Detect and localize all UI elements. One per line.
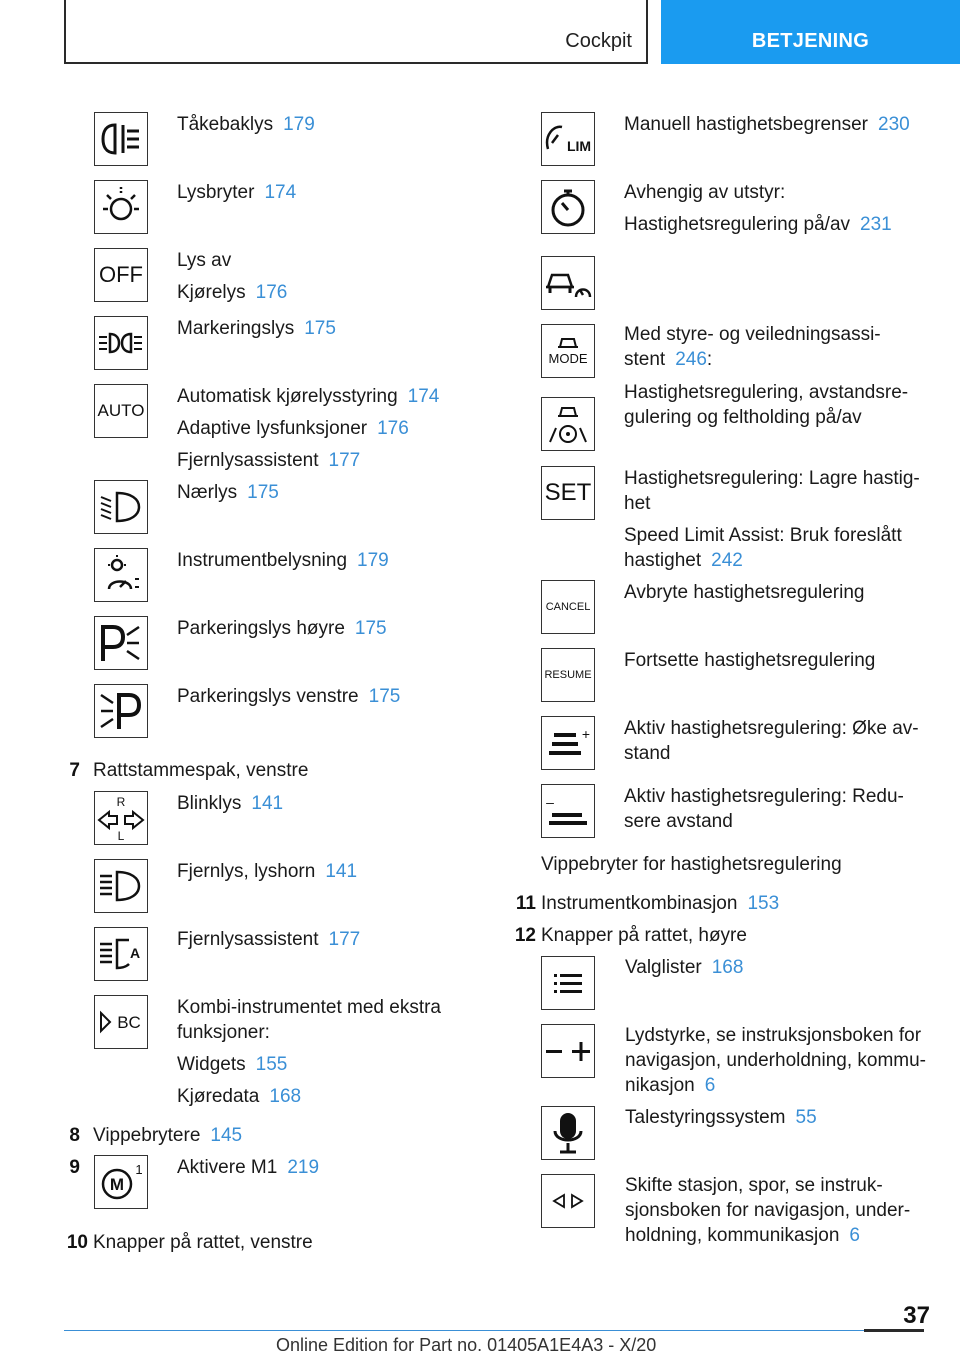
svg-text:+: + [581, 726, 591, 742]
instrument-lighting-icon [94, 548, 148, 602]
volume-icon [541, 1024, 595, 1078]
entry-speed-limiter: Manuell hastighetsbegrenser 230 [624, 114, 910, 135]
svg-text:MODE: MODE [548, 351, 588, 366]
entry-cruise-rocker: Vippebryter for hastighetsregulering [541, 854, 842, 875]
increase-distance-icon [541, 716, 595, 770]
entry-auto-lights: Automatisk kjørelysstyring 174 [177, 386, 440, 407]
entry-voice-control: Talestyringssystem 55 [625, 1107, 817, 1128]
entry-rear-fog: Tåkebaklys 179 [177, 114, 315, 135]
entry-high-beam: Fjernlys, lyshorn 141 [177, 861, 358, 882]
entry-parking-left: Parkeringslys venstre 175 [177, 686, 401, 707]
entry-decrease-distance: Aktiv hastighetsregulering: Redu- [624, 786, 904, 807]
entry-daytime-lights: Kjørelys 176 [177, 282, 288, 303]
page-ref-link[interactable]: 176 [255, 282, 288, 303]
item-number: 12 [514, 925, 536, 946]
page-ref-link[interactable]: 177 [328, 450, 361, 471]
item-number: 7 [69, 760, 80, 781]
svg-text:–: – [546, 794, 554, 810]
header-chapter-tab[interactable] [661, 0, 960, 64]
page-ref-link[interactable]: 219 [287, 1157, 320, 1178]
page-ref-link[interactable]: 174 [264, 182, 297, 203]
entry-increase-distance: Aktiv hastighetsregulering: Øke av- [624, 718, 919, 739]
svg-text:1: 1 [135, 1162, 143, 1177]
entry-decrease-distance-cont: sere avstand [624, 811, 733, 832]
cancel-button-icon: CANCEL [541, 580, 595, 634]
entry-increase-distance-cont: stand [624, 743, 671, 764]
header-section: Cockpit [565, 30, 632, 52]
decrease-distance-icon [541, 784, 595, 838]
page-ref-link[interactable]: 231 [860, 214, 892, 235]
high-beam-assist-icon [94, 927, 148, 981]
svg-text:A: A [129, 945, 141, 961]
cruise-control-icon [541, 180, 595, 234]
mode-button-icon [541, 324, 595, 378]
entry-marker-lights: Markeringslys 175 [177, 318, 336, 339]
svg-text:L: L [117, 829, 125, 843]
entry-store-speed: Hastighetsregulering: Lagre hastig- [624, 468, 920, 489]
footer-edition: Online Edition for Part no. 01405A1E4A3 - X/20 [276, 1335, 657, 1355]
entry-lights-off: Lys av [177, 250, 232, 271]
entry-steering-assist: Med styre- og veiledningsassi- [624, 324, 881, 345]
distance-cruise-icon [541, 256, 595, 310]
entry-light-switch: Lysbryter 174 [177, 182, 297, 203]
entry-acc-lane: Hastighetsregulering, avstandsre- [624, 382, 909, 403]
entry-volume-cont-2: nikasjon 6 [625, 1075, 716, 1096]
entry-low-beam: Nærlys 175 [177, 482, 279, 503]
entry-turn-indicator: Blinklys 141 [177, 793, 284, 814]
header-section-box [64, 0, 648, 64]
page-ref-link[interactable]: 177 [328, 929, 361, 950]
page-ref-link[interactable]: 6 [704, 1075, 716, 1096]
svg-text:BC: BC [117, 1013, 141, 1032]
entry-cruise-on-off: Hastighetsregulering på/av 231 [624, 214, 892, 235]
parking-light-right-icon [94, 616, 148, 670]
page-ref-link[interactable]: 6 [849, 1225, 860, 1246]
entry-high-beam-assist: Fjernlysassistent 177 [177, 450, 361, 471]
page-ref-link[interactable]: 174 [407, 386, 440, 407]
low-beam-icon [94, 480, 148, 534]
page-ref-link[interactable]: 141 [251, 793, 284, 814]
light-switch-icon [94, 180, 148, 234]
m1-button-icon [94, 1155, 148, 1209]
entry-skip-station-cont-2: holdning, kommunikasjon 6 [625, 1225, 860, 1246]
selection-list-icon [541, 956, 595, 1010]
item-steering-lever-left: Rattstammespak, venstre [93, 760, 309, 781]
header-chapter: BETJENING [751, 30, 870, 52]
item-wheel-buttons-left: Knapper på rattet, venstre [93, 1232, 313, 1253]
entry-skip-station: Skifte stasjon, spor, se instruk- [625, 1175, 883, 1196]
page-ref-link[interactable]: 175 [247, 482, 279, 503]
auto-lights-icon: AUTO [94, 384, 148, 438]
set-button-icon: SET [541, 466, 595, 520]
footer-page-bar [864, 1329, 924, 1332]
page-ref-link[interactable]: 168 [711, 957, 744, 978]
entry-resume-cruise: Fortsette hastighetsregulering [624, 650, 876, 671]
entry-high-beam-assist-2: Fjernlysassistent 177 [177, 929, 361, 950]
entry-driving-data: Kjøredata 168 [177, 1086, 302, 1107]
item-number: 8 [69, 1125, 80, 1146]
parking-light-left-icon [94, 684, 148, 738]
entry-parking-right: Parkeringslys høyre 175 [177, 618, 387, 639]
page-ref-link[interactable]: 141 [325, 861, 358, 882]
page-ref-link[interactable]: 175 [354, 618, 387, 639]
entry-widgets: Widgets 155 [177, 1054, 288, 1075]
item-rocker-switches: Vippebrytere 145 [93, 1125, 243, 1146]
entry-steering-assist-cont: stent 246: [624, 349, 713, 370]
page-ref-link[interactable]: 246 [675, 349, 707, 370]
entry-speed-limit-assist: Speed Limit Assist: Bruk foreslått [624, 525, 902, 546]
turn-indicator-icon [94, 791, 148, 845]
svg-text:LIM: LIM [566, 138, 592, 154]
page-ref-link[interactable]: 230 [878, 114, 910, 135]
voice-control-icon [541, 1106, 595, 1160]
item-number: 11 [515, 893, 536, 914]
item-wheel-buttons-right: Knapper på rattet, høyre [541, 925, 747, 946]
entry-combi-instrument: Kombi-instrumentet med ekstra [177, 997, 441, 1018]
page-ref-link[interactable]: 175 [304, 318, 336, 339]
page-ref-link[interactable]: 176 [377, 418, 409, 439]
entry-skip-station-cont: sjonsboken for navigasjon, under- [625, 1200, 911, 1221]
page-ref-link[interactable]: 145 [210, 1125, 243, 1146]
resume-button-icon: RESUME [541, 648, 595, 702]
entry-volume: Lydstyrke, se instruksjonsboken for [625, 1025, 922, 1046]
page-ref-link[interactable]: 168 [269, 1086, 302, 1107]
entry-instrument-lighting: Instrumentbelysning 179 [177, 550, 389, 571]
entry-combi-instrument-cont: funksjoner: [177, 1022, 270, 1043]
entry-volume-cont: navigasjon, underholdning, kommu- [625, 1050, 927, 1071]
entry-adaptive-lights: Adaptive lysfunksjoner 176 [177, 418, 409, 439]
lane-assist-icon [541, 397, 595, 451]
onboard-computer-icon [94, 995, 148, 1049]
entry-activate-m1: Aktivere M1 219 [177, 1157, 320, 1178]
high-beam-icon [94, 859, 148, 913]
footer-divider [64, 1330, 864, 1331]
skip-station-icon [541, 1174, 595, 1228]
marker-lights-icon [94, 316, 148, 370]
page-ref-link[interactable]: 153 [747, 893, 780, 914]
page-number: 37 [903, 1302, 930, 1329]
item-number: 9 [69, 1157, 80, 1178]
entry-equipment-dependent: Avhengig av utstyr: [624, 182, 786, 203]
speed-limiter-icon [541, 112, 595, 166]
entry-acc-lane-cont: gulering og feltholding på/av [624, 407, 862, 428]
page-ref-link[interactable]: 179 [283, 114, 315, 135]
page-ref-link[interactable]: 175 [368, 686, 401, 707]
svg-text:R: R [116, 795, 126, 809]
item-number: 10 [66, 1232, 88, 1253]
page-ref-link[interactable]: 155 [255, 1054, 288, 1075]
entry-store-speed-cont: het [624, 493, 651, 514]
item-instrument-cluster: Instrumentkombinasjon 153 [541, 893, 780, 914]
entry-cancel-cruise: Avbryte hastighetsregulering [624, 582, 865, 603]
svg-text:M: M [109, 1175, 125, 1194]
lights-off-icon: OFF [94, 248, 148, 302]
entry-selection-lists: Valglister 168 [625, 957, 744, 978]
rear-fog-light-icon [94, 112, 148, 166]
page-ref-link[interactable]: 55 [795, 1107, 817, 1128]
page-ref-link[interactable]: 242 [711, 550, 743, 571]
entry-speed-limit-assist-cont: hastighet 242 [624, 550, 743, 571]
page-ref-link[interactable]: 179 [357, 550, 389, 571]
